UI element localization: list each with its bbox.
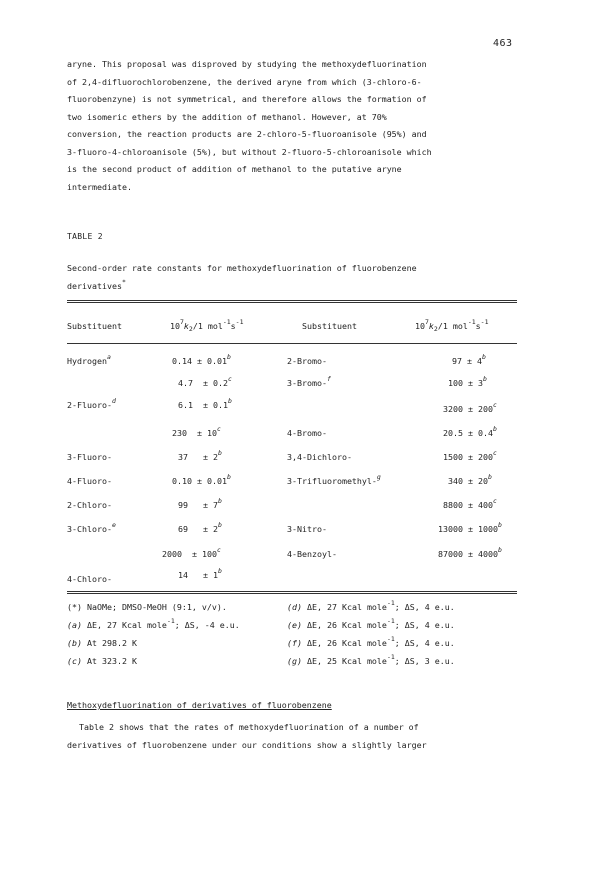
footnote: (*) NaOMe; DMSO-MeOH (9:1, v/v).: [67, 602, 227, 612]
table-row: 3-Bromo-$^f$: [287, 375, 331, 388]
table-row: 4-Chloro-: [67, 574, 112, 584]
table-row: 4-Fluoro-: [67, 476, 112, 486]
table-row: 2-Fluoro-$^d$: [67, 397, 116, 410]
footnote: (e) ΔE, 26 Kcal mole$^{-1}$; ΔS, 4 e.u.: [287, 617, 455, 630]
header-substituent-right: Substituent: [302, 321, 357, 331]
rate-value: 8800 ± 400$^c$: [443, 497, 497, 510]
footnote: (a) ΔE, 27 Kcal mole$^{-1}$; ΔS, -4 e.u.: [67, 617, 240, 630]
rate-value: 14 ± 1$^b$: [178, 567, 222, 580]
text-line: derivatives of fluorobenzene under our conditions show a slightly larger: [67, 740, 427, 750]
table-top-rule: [67, 300, 517, 301]
text-line: is the second product of addition of methanol to the putative aryne: [67, 164, 402, 174]
caption-line: Second-order rate constants for methoxydefluorination of fluorobenzene: [67, 263, 417, 273]
table-row: 2-Chloro-: [67, 500, 112, 510]
text-line: two isomeric ethers by the addition of methanol. However, at 70%: [67, 111, 387, 122]
header-substituent-left: Substituent: [67, 321, 122, 331]
footnote: (d) ΔE, 27 Kcal mole$^{-1}$; ΔS, 4 e.u.: [287, 599, 455, 612]
body-paragraph: [67, 718, 427, 754]
rate-value: 20.5 ± 0.4$^b$: [443, 425, 497, 438]
rate-value: 230 ± 10$^c$: [172, 425, 221, 438]
table-top-rule-2: [67, 302, 517, 303]
table-bottom-rule: [67, 591, 517, 592]
rate-value: 340 ± 20$^b$: [448, 473, 492, 486]
header-rate-left: $10^7k_2/1$ $mol^{-1}s^{-1}$: [170, 318, 244, 333]
table-row: 2-Bromo-: [287, 356, 327, 366]
table-row: 4-Bromo-: [287, 428, 327, 438]
footnote: (b) At 298.2 K: [67, 638, 137, 648]
table-row: 4-Benzoyl-: [287, 549, 337, 559]
table-bottom-rule-2: [67, 593, 517, 594]
table-row: Hydrogen$^a$: [67, 353, 111, 366]
caption-line: [67, 278, 417, 296]
rate-value: 6.1 ± 0.1$^b$: [178, 397, 232, 410]
rate-value: 0.14 ± 0.01$^b$: [172, 353, 231, 366]
rate-value: 0.10 ± 0.01$^b$: [172, 473, 231, 486]
table-row: 3-Chloro-$^e$: [67, 521, 116, 534]
rate-value: 13000 ± 1000$^b$: [438, 521, 502, 534]
text-line: of 2,4-difluorochlorobenzene, the derived aryne from which (3-chloro-6-: [67, 76, 422, 87]
text-line: Table 2 shows that the rates of methoxydefluorination of a number of: [79, 722, 419, 732]
table-row: 3-Nitro-: [287, 524, 327, 534]
rate-value: 99 ± 7$^b$: [178, 497, 222, 510]
rate-value: 2000 ± 100$^c$: [162, 546, 221, 559]
section-heading: Methoxydefluorination of derivatives of fluorobenzene: [67, 700, 332, 710]
text-line: 3-fluoro-4-chloroanisole (5%), but without 2-fluoro-5-chloroanisole which: [67, 146, 432, 157]
table-caption: [67, 260, 417, 295]
table-row: 3,4-Dichloro-: [287, 452, 352, 462]
rate-value: 4.7 ± 0.2$^c$: [178, 375, 232, 388]
rate-value: 1500 ± 200$^c$: [443, 449, 497, 462]
caption-text: derivatives: [67, 280, 122, 291]
footnote: (c) At 323.2 K: [67, 656, 137, 666]
table-header-rule: [67, 343, 517, 344]
text-line: aryne. This proposal was disproved by studying the methoxydefluorination: [67, 59, 427, 69]
text-line: intermediate.: [67, 181, 132, 192]
rate-value: 87000 ± 4000$^b$: [438, 546, 502, 559]
rate-value: 69 ± 2$^b$: [178, 521, 222, 534]
rate-value: 3200 ± 200$^c$: [443, 401, 497, 414]
rate-value: 100 ± 3$^b$: [448, 375, 487, 388]
footnote: (g) ΔE, 25 Kcal mole$^{-1}$; ΔS, 3 e.u.: [287, 653, 455, 666]
table-row: 3-Trifluoromethyl-$^g$: [287, 473, 381, 486]
intro-paragraph: [67, 56, 537, 196]
table-title: TABLE 2: [67, 232, 103, 241]
caption-mark: *: [121, 277, 126, 286]
rate-value: 97 ± 4$^b$: [452, 353, 486, 366]
header-rate-right: $10^7k_2/1$ $mol^{-1}s^{-1}$: [415, 318, 489, 333]
rate-value: 37 ± 2$^b$: [178, 449, 222, 462]
footnote: (f) ΔE, 26 Kcal mole$^{-1}$; ΔS, 4 e.u.: [287, 635, 455, 648]
page-number: 463: [493, 38, 513, 49]
text-line: fluorobenzyne) is not symmetrical, and therefore allows the formation of: [67, 94, 427, 104]
table-row: 3-Fluoro-: [67, 452, 112, 462]
text-line: conversion, the reaction products are 2-chloro-5-fluoroanisole (95%) and: [67, 129, 427, 139]
